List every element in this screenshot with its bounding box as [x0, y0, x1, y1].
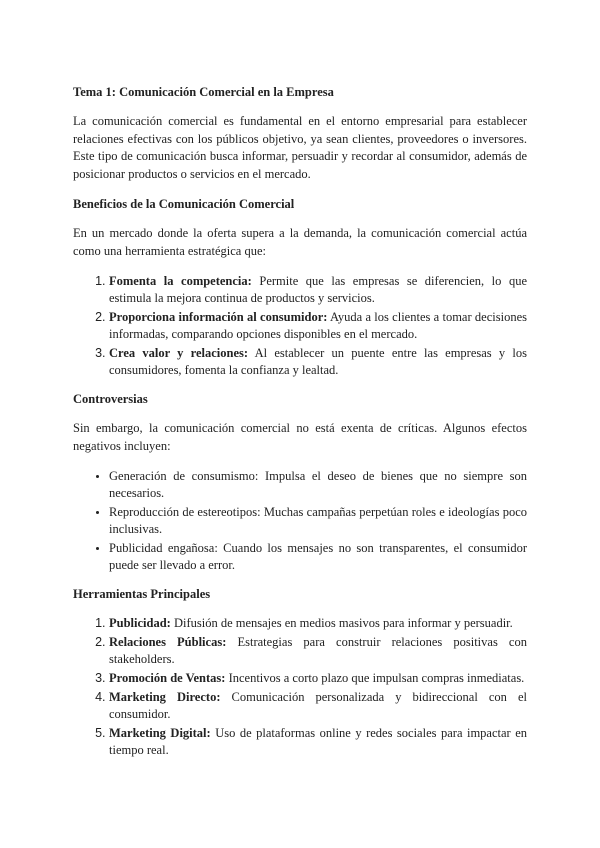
controversies-list	[73, 468, 527, 574]
item-term: Crea valor y relaciones:	[109, 346, 249, 360]
item-term: Fomenta la competencia:	[109, 274, 252, 288]
list-item	[109, 689, 527, 723]
page-title: Tema 1: Comunicación Comercial en la Empresa	[73, 85, 334, 99]
item-text: Al establecer un puente entre las empresas y los consumidores, fomenta la confianza y lealtad.	[109, 346, 527, 377]
item-text: Estrategias para construir relaciones positivas con stakeholders.	[109, 635, 527, 666]
controversies-lead: Sin embargo, la comunicación comercial no está exenta de críticas. Algunos efectos negativos incluyen:	[73, 421, 527, 453]
list-item	[109, 725, 527, 759]
list-item: • Generación de consumismo: Impulsa el deseo de bienes que no siempre son necesarios.	[109, 468, 527, 502]
item-text: Comunicación personalizada y bidireccional con el consumidor.	[109, 690, 527, 721]
item-text: Incentivos a corto plazo que impulsan compras inmediatas.	[225, 671, 525, 685]
list-item	[109, 670, 527, 687]
benefits-heading: Beneficios de la Comunicación Comercial	[73, 197, 295, 211]
list-item	[109, 345, 527, 379]
tools-heading: Herramientas Principales	[73, 587, 211, 601]
document-page	[73, 84, 527, 771]
controversies-heading: Controversias	[73, 392, 148, 406]
tools-list	[73, 615, 527, 759]
item-text: Ayuda a los clientes a tomar decisiones informadas, comparando opciones disponibles en el mercado.	[109, 310, 527, 341]
item-text: Uso de plataformas online y redes sociales para impactar en tiempo real.	[109, 726, 527, 757]
item-text: Difusión de mensajes en medios masivos para informar y persuadir.	[170, 616, 513, 630]
list-item	[109, 273, 527, 307]
item-term: Marketing Digital:	[109, 726, 211, 740]
item-term: Promoción de Ventas:	[109, 671, 226, 685]
item-term: Relaciones Públicas:	[109, 635, 227, 649]
intro-paragraph: La comunicación comercial es fundamental en el entorno empresarial para establecer relaciones efectivas con los públicos objetivo, ya sean clientes, proveedores o inversores. Este tipo de comunicación busca informar, persuadir y recordar al consumidor, además de posicionar productos o servicios en el mercado.	[73, 114, 527, 181]
item-term: Publicidad:	[109, 616, 171, 630]
list-item	[109, 634, 527, 668]
item-term: Proporciona información al consumidor:	[109, 310, 328, 324]
list-item: • Publicidad engañosa: Cuando los mensajes no son transparentes, el consumidor puede ser llevado a error.	[109, 540, 527, 574]
list-item	[109, 309, 527, 343]
benefits-list	[73, 273, 527, 379]
item-term: Marketing Directo:	[109, 690, 221, 704]
benefits-lead: En un mercado donde la oferta supera a la demanda, la comunicación comercial actúa como una herramienta estratégica que:	[73, 226, 527, 258]
item-text: Permite que las empresas se diferencien, lo que estimula la mejora continua de productos y servicios.	[109, 274, 527, 305]
list-item	[109, 615, 527, 632]
list-item: • Reproducción de estereotipos: Muchas campañas perpetúan roles e ideologías poco inclusivas.	[109, 504, 527, 538]
